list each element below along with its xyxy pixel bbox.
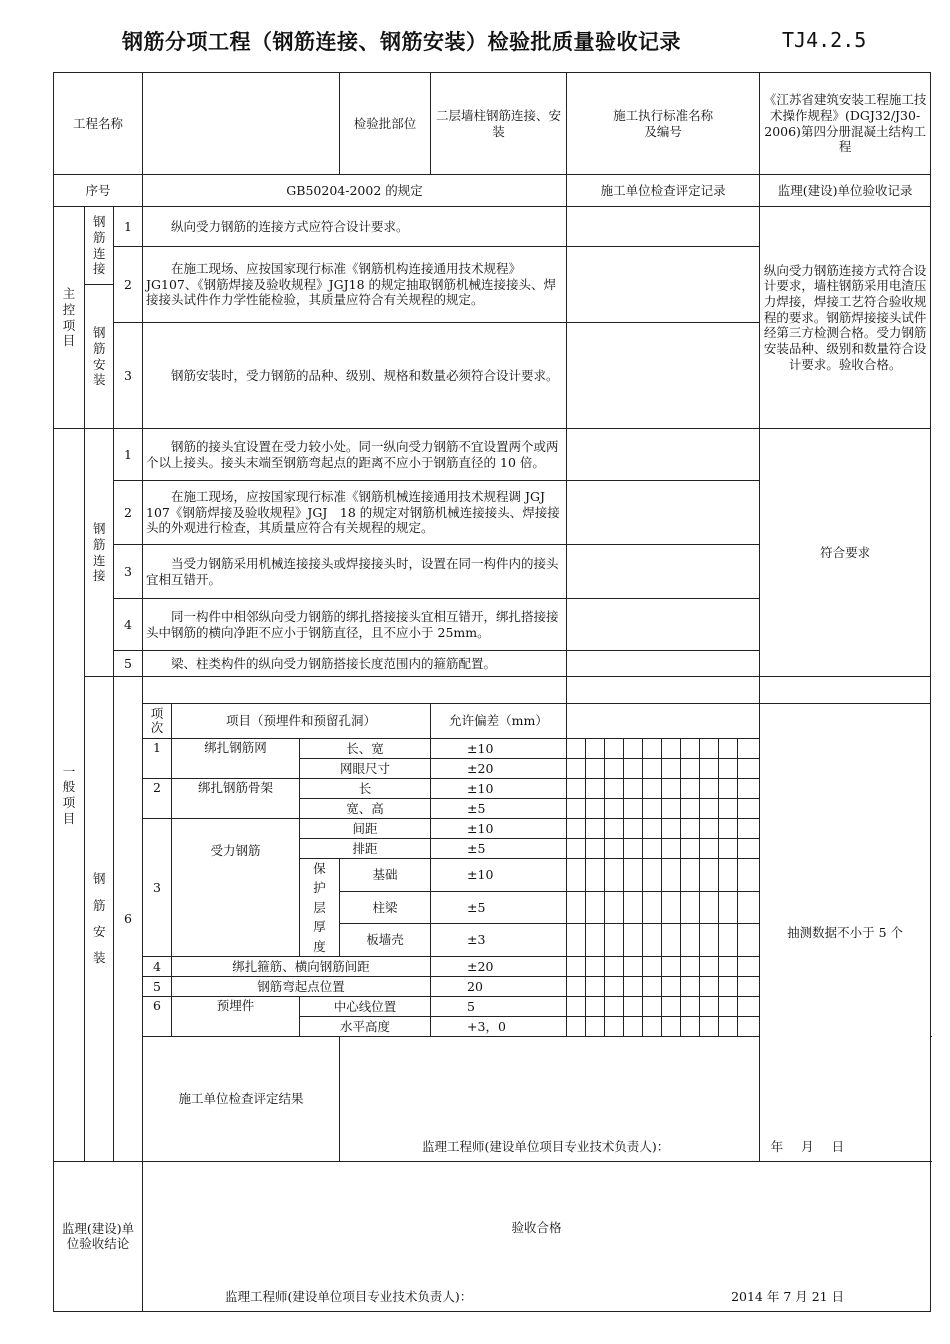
measure-cell [738, 819, 760, 839]
construction-record-cell [567, 323, 760, 429]
measure-cell [643, 799, 662, 819]
measure-cell [719, 819, 738, 839]
measure-cell [662, 819, 681, 839]
measure-cell [586, 799, 605, 819]
general-item-no: 2 [114, 481, 143, 545]
tolerance-deviation: ±10 [431, 739, 567, 759]
tolerance-sub-item: 网眼尺寸 [300, 759, 431, 779]
column-header-row [54, 175, 931, 207]
measure-cell [605, 891, 624, 924]
tolerance-item-header: 项目（预埋件和预留孔洞） [172, 704, 431, 739]
tolerance-deviation: ±5 [431, 891, 567, 924]
measure-cell [738, 839, 760, 859]
standard-value: 《江苏省建筑安装工程施工技术操作规程》(DGJ32/J30-2006)第四分册混凝土结构工程 [760, 73, 931, 175]
measure-cell [624, 739, 643, 759]
measure-cell [643, 839, 662, 859]
tolerance-sub-item: 排距 [300, 839, 431, 859]
measure-cell [662, 839, 681, 859]
measure-cell [605, 956, 624, 976]
main-control-row-1 [54, 207, 931, 247]
measure-cell [643, 859, 662, 892]
measure-cell [605, 819, 624, 839]
measure-cell [719, 859, 738, 892]
spec-header: GB50204-2002 的规定 [143, 175, 567, 207]
measure-cell [738, 924, 760, 957]
measure-cell [700, 924, 719, 957]
batch-location-value: 二层墙柱钢筋连接、安装 [431, 73, 567, 175]
supervision-record-header: 监理(建设)单位验收记录 [760, 175, 931, 207]
measure-cell [700, 996, 719, 1016]
construction-result-label: 施工单位检查评定结果 [143, 1036, 340, 1161]
measure-cell [586, 859, 605, 892]
measure-cell [681, 956, 700, 976]
measure-cell [643, 759, 662, 779]
form-code: TJ4.2.5 [782, 28, 867, 52]
measure-cell [605, 839, 624, 859]
measure-cell [605, 759, 624, 779]
measure-cell [567, 759, 586, 779]
general-label: 一般项目 [54, 429, 85, 1162]
measure-cell [586, 996, 605, 1016]
construction-result-row [54, 1036, 931, 1161]
measure-cell [719, 956, 738, 976]
tolerance-item-name: 钢筋弯起点位置 [172, 976, 431, 996]
measure-cell [624, 976, 643, 996]
tolerance-deviation: ±20 [431, 956, 567, 976]
tolerance-seq: 5 [143, 976, 172, 996]
tolerance-deviation: ±5 [431, 839, 567, 859]
measure-cell [719, 839, 738, 859]
construction-record-cell [567, 481, 760, 545]
tolerance-deviation: ±10 [431, 779, 567, 799]
measure-cell [586, 976, 605, 996]
measure-cell [567, 819, 586, 839]
tolerance-seq: 2 [143, 779, 172, 819]
inspection-record-table [53, 72, 931, 1312]
tolerance-sub-item: 宽、高 [300, 799, 431, 819]
tolerance-sub-item: 长 [300, 779, 431, 799]
tolerance-deviation: ±3 [431, 924, 567, 957]
measure-cell [643, 779, 662, 799]
tolerance-item-name: 绑扎箍筋、横向钢筋间距 [172, 956, 431, 976]
measure-cell [605, 924, 624, 957]
tolerance-sub-item: 中心线位置 [300, 996, 431, 1016]
measure-cell [567, 956, 586, 976]
measure-cell [738, 859, 760, 892]
measure-cell [681, 759, 700, 779]
measure-cell [624, 859, 643, 892]
main-control-item-no: 2 [114, 247, 143, 323]
tolerance-seq: 6 [143, 996, 172, 1036]
measure-cell [662, 924, 681, 957]
measure-cell [567, 799, 586, 819]
measure-cell [719, 759, 738, 779]
construction-record-cell [567, 545, 760, 599]
measure-cell [662, 759, 681, 779]
measure-cell [624, 891, 643, 924]
measure-cell [662, 1016, 681, 1036]
seq-header: 序号 [54, 175, 143, 207]
general-item-text: 梁、柱类构件的纵向受力钢筋搭接长度范围内的箍筋配置。 [143, 651, 567, 677]
supervision-conclusion-row [54, 1161, 931, 1311]
general-remark-install: 抽测数据不小于 5 个 [760, 704, 931, 1162]
measure-cell [719, 779, 738, 799]
info-row [54, 73, 931, 175]
construction-result-content [340, 1036, 931, 1161]
measure-cell [643, 956, 662, 976]
blank-cell [760, 677, 931, 704]
measure-cell [719, 739, 738, 759]
construction-sign-date: 年 月 日 [770, 1139, 845, 1155]
measure-cell [567, 859, 586, 892]
tolerance-sub-item: 间距 [300, 819, 431, 839]
main-control-item-text: 纵向受力钢筋的连接方式应符合设计要求。 [143, 207, 567, 247]
tolerance-sub-item: 长、宽 [300, 739, 431, 759]
measure-cell [643, 924, 662, 957]
supervision-signer-label: 监理工程师(建设单位项目专业技术负责人)： [225, 1289, 473, 1305]
measure-cell [662, 956, 681, 976]
measure-cell [605, 779, 624, 799]
construction-signer-label: 监理工程师(建设单位项目专业技术负责人)： [422, 1139, 670, 1155]
general-item-text: 在施工现场，应按国家现行标准《钢筋机械连接通用技术规程调 JGJ 107《钢筋焊接及验收规程》JGJ 18 的规定对钢筋机械连接接头、焊接接头的外观进行检查，其质量应符合有关规程的规定。 [143, 481, 567, 545]
batch-location-label: 检验批部位 [340, 73, 431, 175]
measure-cell [738, 779, 760, 799]
measure-cell [586, 759, 605, 779]
tolerance-deviation: ±5 [431, 799, 567, 819]
supervision-conclusion-content [143, 1161, 931, 1311]
tolerance-deviation: 20 [431, 976, 567, 996]
tolerance-seq: 4 [143, 956, 172, 976]
tolerance-sub-item: 板墙壳 [340, 924, 431, 957]
measure-cell [624, 996, 643, 1016]
standard-label: 施工执行标准名称及编号 [567, 73, 760, 175]
measure-cell [624, 759, 643, 779]
tolerance-deviation: ±10 [431, 819, 567, 839]
measure-cell [681, 859, 700, 892]
measure-cell [681, 799, 700, 819]
tolerance-cover-label: 保护层厚度 [300, 859, 340, 957]
measure-cell [586, 924, 605, 957]
measure-cell [662, 779, 681, 799]
general-item-text: 钢筋的接头宜设置在受力较小处。同一纵向受力钢筋不宜设置两个或两个以上接头。接头末端至钢筋弯起点的距离不应小于钢筋直径的 10 倍。 [143, 429, 567, 481]
blank-cell [143, 677, 567, 704]
measure-cell [738, 976, 760, 996]
measure-cell [586, 739, 605, 759]
measure-cell [719, 976, 738, 996]
measure-cell [567, 891, 586, 924]
measure-cell [586, 839, 605, 859]
tolerance-deviation: +3，0 [431, 1016, 567, 1036]
measure-cell [605, 1016, 624, 1036]
construction-record-cell [567, 247, 760, 323]
measure-cell [624, 779, 643, 799]
measure-cell [643, 891, 662, 924]
measure-cell [719, 1016, 738, 1036]
measure-cell [624, 924, 643, 957]
measure-cell [643, 1016, 662, 1036]
measure-cell [738, 739, 760, 759]
measure-cell [662, 996, 681, 1016]
general-row-6-blank [54, 677, 931, 704]
measure-cell [586, 819, 605, 839]
measure-cell [586, 1016, 605, 1036]
measure-cell [662, 891, 681, 924]
measure-cell [738, 996, 760, 1016]
general-group-install: 钢筋安装 [85, 677, 114, 1162]
measure-cell [624, 839, 643, 859]
form-header [0, 24, 950, 60]
tolerance-item-name: 受力钢筋 [172, 819, 300, 957]
measure-cell [605, 799, 624, 819]
measure-cell [700, 956, 719, 976]
measure-cell [567, 924, 586, 957]
tolerance-item-name: 绑扎钢筋网 [172, 739, 300, 779]
main-control-label: 主控项目 [54, 207, 85, 429]
measure-cell [624, 956, 643, 976]
measure-cell [567, 739, 586, 759]
measure-cell [738, 799, 760, 819]
measure-cell [662, 799, 681, 819]
general-item-no: 6 [114, 677, 143, 1162]
supervision-sign-date: 2014 年 7 月 21 日 [731, 1289, 845, 1305]
tolerance-item-name: 绑扎钢筋骨架 [172, 779, 300, 819]
measure-cell [700, 739, 719, 759]
measure-cell [586, 956, 605, 976]
tolerance-deviation: ±20 [431, 759, 567, 779]
tolerance-sub-item: 基础 [340, 859, 431, 892]
measure-cell [662, 976, 681, 996]
project-name-label: 工程名称 [54, 73, 143, 175]
measure-cell [605, 859, 624, 892]
construction-record-cell [567, 599, 760, 651]
general-row-1 [54, 429, 931, 481]
measure-cell [643, 819, 662, 839]
general-item-text: 当受力钢筋采用机械连接接头或焊接接头时，设置在同一构件内的接头宜相互错开。 [143, 545, 567, 599]
tolerance-deviation: 5 [431, 996, 567, 1016]
measure-cell [681, 819, 700, 839]
main-control-item-no: 1 [114, 207, 143, 247]
supervision-conclusion-text: 验收合格 [511, 1219, 562, 1235]
main-control-group-connection: 钢筋连接 [85, 207, 114, 285]
measure-cell [681, 839, 700, 859]
measure-cell [605, 739, 624, 759]
measure-cell [719, 799, 738, 819]
main-control-item-no: 3 [114, 323, 143, 429]
measure-cell [643, 976, 662, 996]
main-control-item-text: 钢筋安装时，受力钢筋的品种、级别、规格和数量必须符合设计要求。 [143, 323, 567, 429]
measure-cell [700, 819, 719, 839]
general-remark-connection: 符合要求 [760, 429, 931, 677]
measure-cell [681, 924, 700, 957]
general-item-no: 5 [114, 651, 143, 677]
measure-cell [643, 996, 662, 1016]
measure-cell [719, 891, 738, 924]
measure-cell [624, 799, 643, 819]
measure-cell [681, 891, 700, 924]
measure-cell [738, 891, 760, 924]
construction-record-cell [567, 651, 760, 677]
tolerance-header-row [54, 704, 931, 739]
measure-cell [700, 759, 719, 779]
measure-cell [700, 976, 719, 996]
form-title: 钢筋分项工程（钢筋连接、钢筋安装）检验批质量验收记录 [122, 30, 681, 54]
measure-cell [700, 839, 719, 859]
tolerance-dev-header: 允许偏差（mm） [431, 704, 567, 739]
general-item-no: 3 [114, 545, 143, 599]
tolerance-item-name: 预埋件 [172, 996, 300, 1036]
construction-record-cell [567, 429, 760, 481]
measure-cell [567, 996, 586, 1016]
measure-cell [662, 859, 681, 892]
measure-cell [738, 1016, 760, 1036]
construction-record-cell [567, 677, 760, 704]
tolerance-deviation: ±10 [431, 859, 567, 892]
tolerance-seq-header: 项次 [143, 704, 172, 739]
supervision-conclusion-label: 监理(建设)单位验收结论 [54, 1161, 143, 1311]
measure-cell [700, 799, 719, 819]
measure-cell [643, 739, 662, 759]
measure-cell [681, 976, 700, 996]
measure-cell [700, 1016, 719, 1036]
tolerance-seq: 3 [143, 819, 172, 957]
measure-cell [700, 779, 719, 799]
project-name-value [143, 73, 340, 175]
main-control-item-text: 在施工现场、应按国家现行标准《钢筋机构连接通用技术规程》JG107、《钢筋焊接及验收规程》JGJ18 的规定抽取钢筋机械连接接头、焊接接头试件作力学性能检验，其质量应符合有关规程的规定。 [143, 247, 567, 323]
general-group-connection: 钢筋连接 [85, 429, 114, 677]
general-item-no: 1 [114, 429, 143, 481]
measure-cell [605, 996, 624, 1016]
construction-record-cell [567, 704, 760, 739]
measure-cell [624, 819, 643, 839]
tolerance-sub-item: 柱梁 [340, 891, 431, 924]
measure-cell [681, 739, 700, 759]
measure-cell [567, 976, 586, 996]
measure-cell [681, 996, 700, 1016]
measure-cell [681, 1016, 700, 1036]
measure-cell [681, 779, 700, 799]
measure-cell [738, 759, 760, 779]
measure-cell [586, 891, 605, 924]
general-item-no: 4 [114, 599, 143, 651]
measure-cell [719, 996, 738, 1016]
measure-cell [662, 739, 681, 759]
general-item-text: 同一构件中相邻纵向受力钢筋的绑扎搭接接头宜相互错开，绑扎搭接接头中钢筋的横向净距不应小于钢筋直径，且不应小于 25mm。 [143, 599, 567, 651]
main-control-group-install: 钢筋安装 [85, 285, 114, 429]
measure-cell [605, 976, 624, 996]
tolerance-sub-item: 水平高度 [300, 1016, 431, 1036]
measure-cell [567, 1016, 586, 1036]
construction-record-header: 施工单位检查评定记录 [567, 175, 760, 207]
construction-record-cell [567, 207, 760, 247]
measure-cell [719, 924, 738, 957]
main-control-remark: 纵向受力钢筋连接方式符合设计要求，墙柱钢筋采用电渣压力焊接，焊接工艺符合验收规程的要求。钢筋焊接接头试件经第三方检测合格。受力钢筋安装品种、级别和数量符合设计要求。验收合格。 [760, 207, 931, 429]
tolerance-seq: 1 [143, 739, 172, 779]
measure-cell [700, 891, 719, 924]
measure-cell [567, 839, 586, 859]
measure-cell [624, 1016, 643, 1036]
measure-cell [586, 779, 605, 799]
measure-cell [738, 956, 760, 976]
measure-cell [567, 779, 586, 799]
measure-cell [700, 859, 719, 892]
